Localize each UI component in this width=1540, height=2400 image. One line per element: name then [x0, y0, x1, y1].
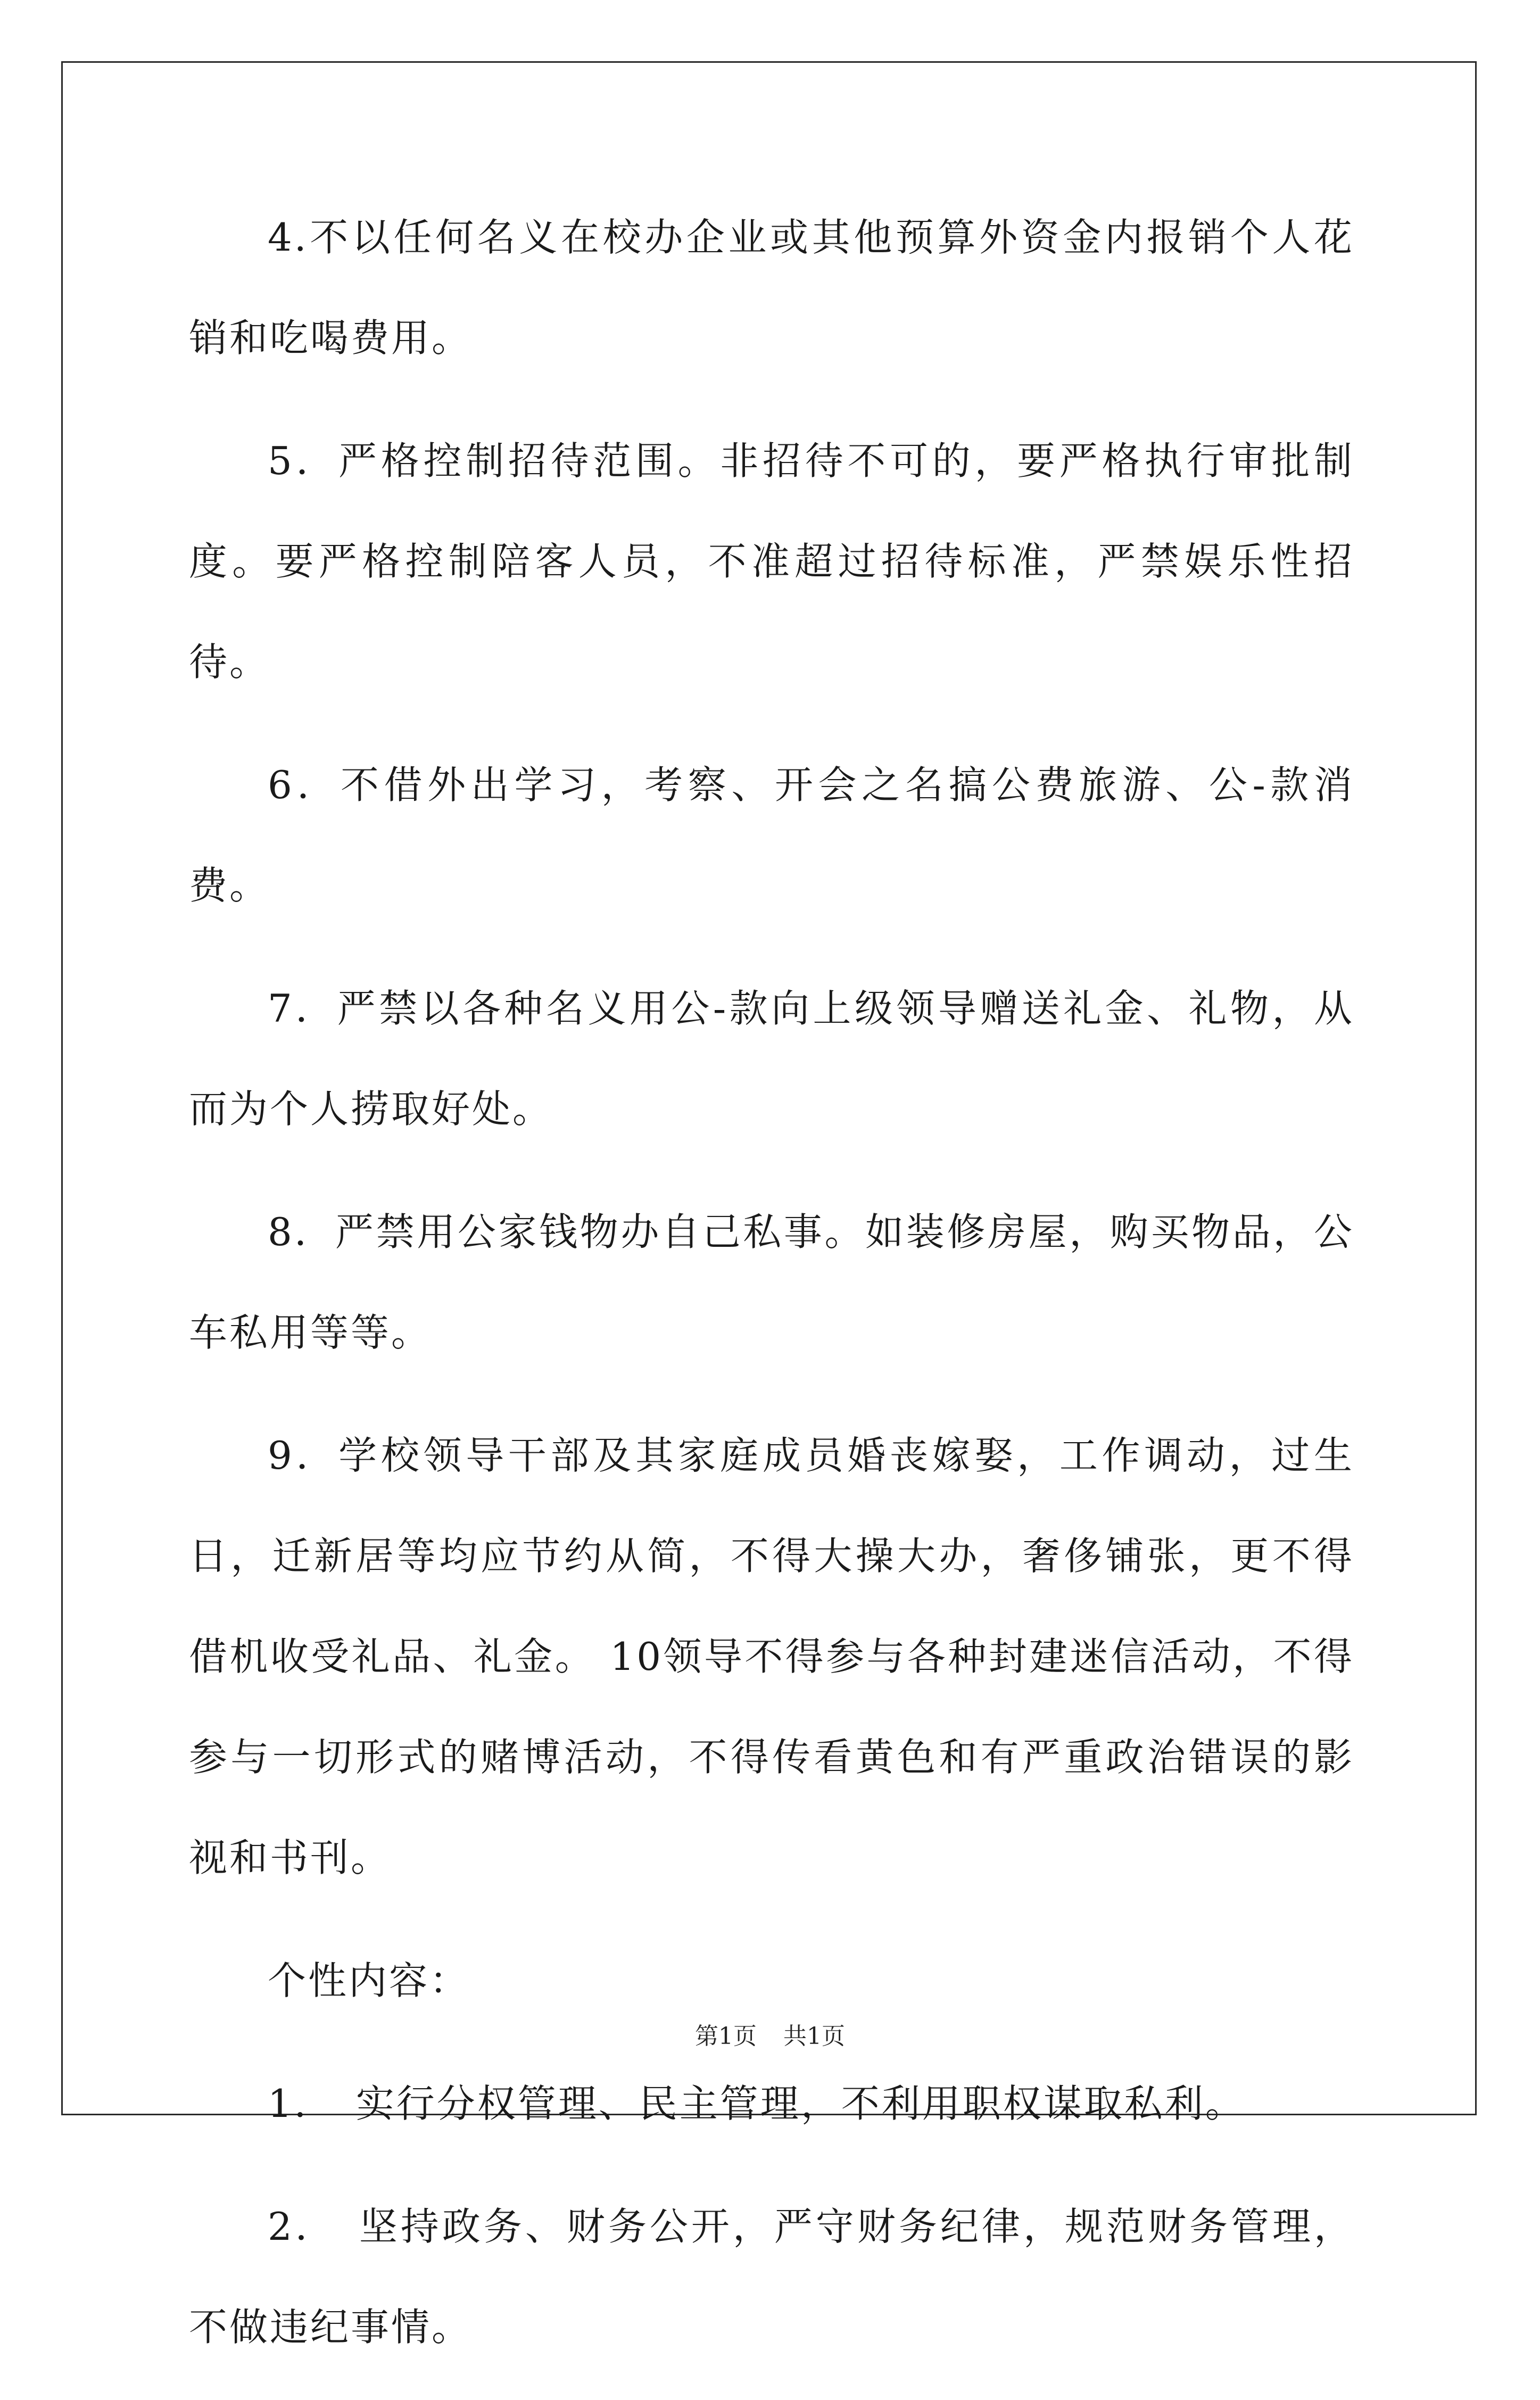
paragraph-item-7: 7．严禁以各种名义用公-款向上级领导赠送礼金、礼物，从而为个人捞取好处。	[189, 986, 1354, 1131]
paragraph-item-5: 5．严格控制招待范围。非招待不可的，要严格执行审批制度。要严格控制陪客人员，不准超过招待标准，严禁娱乐性招待。	[189, 438, 1354, 684]
page-total: 共1页	[783, 2023, 845, 2050]
paragraph-item-8: 8．严禁用公家钱物办自己私事。如装修房屋，购买物品，公车私用等等。	[189, 1210, 1354, 1355]
document-body	[189, 187, 1354, 2400]
personal-item-1: 1． 实行分权管理、民主管理，不利用职权谋取私利。	[268, 2081, 1246, 2126]
paragraph-item-9: 9．学校领导干部及其家庭成员婚丧嫁娶，工作调动，过生日，迁新居等均应节约从简，不得大操大办，奢侈铺张，更不得借机收受礼品、礼金。 10领导不得参与各种封建迷信活动，不得参与一切形式的赌博活动，不得传看黄色和有严重政治错误的影视和书刊。	[189, 1433, 1354, 1880]
paragraph-item-6: 6．不借外出学习，考察、开会之名搞公费旅游、公-款消费。	[189, 763, 1354, 908]
paragraph-item-4: 4.不以任何名义在校办企业或其他预算外资金内报销个人花销和吃喝费用。	[189, 215, 1354, 360]
section-heading-personal: 个性内容：	[268, 1958, 470, 2003]
page-footer	[0, 2017, 1540, 2051]
personal-item-2: 2． 坚持政务、财务公开，严守财务纪律，规范财务管理，不做违纪事情。	[189, 2204, 1354, 2349]
page-number: 第1页	[695, 2023, 757, 2050]
